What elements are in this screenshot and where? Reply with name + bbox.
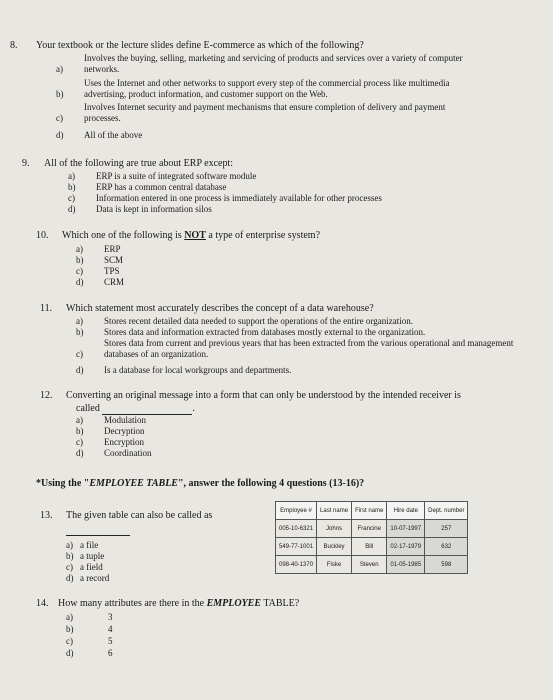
column-header: Last name xyxy=(317,502,352,520)
question-stem: The given table can also be called as xyxy=(66,510,213,521)
table-cell: Steven xyxy=(352,556,387,574)
table-cell: Johns xyxy=(317,520,352,538)
table-cell: 10-07-1997 xyxy=(387,520,425,538)
question-number: 12. xyxy=(40,390,53,401)
option-b[interactable]: b) 4 xyxy=(66,624,113,634)
table-row xyxy=(276,520,468,538)
question-stem: How many attributes are there in the EMPLOYEE TABLE? xyxy=(58,598,300,609)
table-cell: 632 xyxy=(425,538,468,556)
option-a[interactable]: a) 3 xyxy=(66,612,113,622)
table-cell: 598 xyxy=(425,556,468,574)
answer-blank xyxy=(66,535,130,536)
option-a[interactable]: a) ERP xyxy=(76,244,121,254)
question-stem: Which statement most accurately describes the concept of a data warehouse? xyxy=(66,303,374,314)
option-d[interactable]: d) a record xyxy=(66,573,110,583)
table-cell: 01-05-1985 xyxy=(387,556,425,574)
option-b[interactable]: b) ERP has a common central database xyxy=(68,182,227,192)
option-a[interactable]: a) Modulation xyxy=(76,415,146,425)
option-b[interactable]: b) Stores data and information extracted from databases mostly external to the organization. xyxy=(76,327,426,337)
option-c[interactable]: c) 5 xyxy=(66,636,113,646)
option-a[interactable]: a) Stores recent detailed data needed to support the operations of the entire organization. xyxy=(76,316,413,326)
option-c[interactable]: c)Involves Internet security and payment mechanisms that ensure completion of delivery and payment processes. xyxy=(56,102,446,123)
column-header: First name xyxy=(352,502,387,520)
employee-table xyxy=(275,501,468,574)
option-d[interactable]: d) 6 xyxy=(66,648,113,658)
column-header: Employee # xyxy=(276,502,317,520)
table-cell: Buckley xyxy=(317,538,352,556)
table-cell: 549-77-1001 xyxy=(276,538,317,556)
question-stem: Which one of the following is NOT a type of enterprise system? xyxy=(62,230,321,241)
question-number: 9. xyxy=(22,158,30,169)
table-cell: 098-40-1370 xyxy=(276,556,317,574)
answer-blank xyxy=(102,404,192,415)
question-number: 8. xyxy=(10,40,18,51)
option-c[interactable]: c) Information entered in one process is immediately available for other processes xyxy=(68,193,382,203)
option-c[interactable]: c) TPS xyxy=(76,266,120,276)
table-cell: Bill xyxy=(352,538,387,556)
option-c[interactable]: c) Encryption xyxy=(76,437,144,447)
question-number: 13. xyxy=(40,510,53,521)
table-row xyxy=(276,538,468,556)
option-b[interactable]: b)Uses the Internet and other networks to support every step of the commercial process like multimedia advertising, product information, and customer support on the Web. xyxy=(56,78,450,99)
table-header-row xyxy=(276,502,468,520)
option-c[interactable]: c) a field xyxy=(66,562,103,572)
table-row xyxy=(276,556,468,574)
question-stem-cont: called . xyxy=(76,403,195,414)
option-b[interactable]: b) Decryption xyxy=(76,426,145,436)
option-d[interactable]: d) CRM xyxy=(76,277,125,287)
question-number: 10. xyxy=(36,230,49,241)
table-cell: 257 xyxy=(425,520,468,538)
question-number: 11. xyxy=(40,303,53,314)
option-d[interactable]: d) Coordination xyxy=(76,448,152,458)
instruction-note: *Using the "EMPLOYEE TABLE", answer the following 4 questions (13-16)? xyxy=(36,478,365,489)
option-d[interactable]: d) Data is kept in information silos xyxy=(68,204,212,214)
column-header: Dept. number xyxy=(425,502,468,520)
question-number: 14. xyxy=(36,598,49,609)
table-cell: 005-10-6321 xyxy=(276,520,317,538)
option-c[interactable]: c)Stores data from current and previous years that has been extracted from the various operational and management databases of an organization. xyxy=(76,338,514,359)
question-stem: All of the following are true about ERP except: xyxy=(44,158,234,169)
column-header: Hire date xyxy=(387,502,425,520)
option-a[interactable]: a) ERP is a suite of integrated software module xyxy=(68,171,257,181)
option-d[interactable]: d) All of the above xyxy=(56,130,143,140)
option-b[interactable]: b) SCM xyxy=(76,255,124,265)
table-cell: Francine xyxy=(352,520,387,538)
question-stem: Your textbook or the lecture slides define E-commerce as which of the following? xyxy=(36,40,364,51)
option-b[interactable]: b) a tuple xyxy=(66,551,105,561)
table-cell: 02-17-1979 xyxy=(387,538,425,556)
option-a[interactable]: a) a file xyxy=(66,540,99,550)
option-a[interactable]: a)Involves the buying, selling, marketing and servicing of products and services over a variety of computer networks. xyxy=(56,53,463,74)
question-stem: Converting an original message into a form that can only be understood by the intended receiver is xyxy=(66,390,461,401)
option-d[interactable]: d) Is a database for local workgroups and departments. xyxy=(76,365,292,375)
table-cell: Fiske xyxy=(317,556,352,574)
